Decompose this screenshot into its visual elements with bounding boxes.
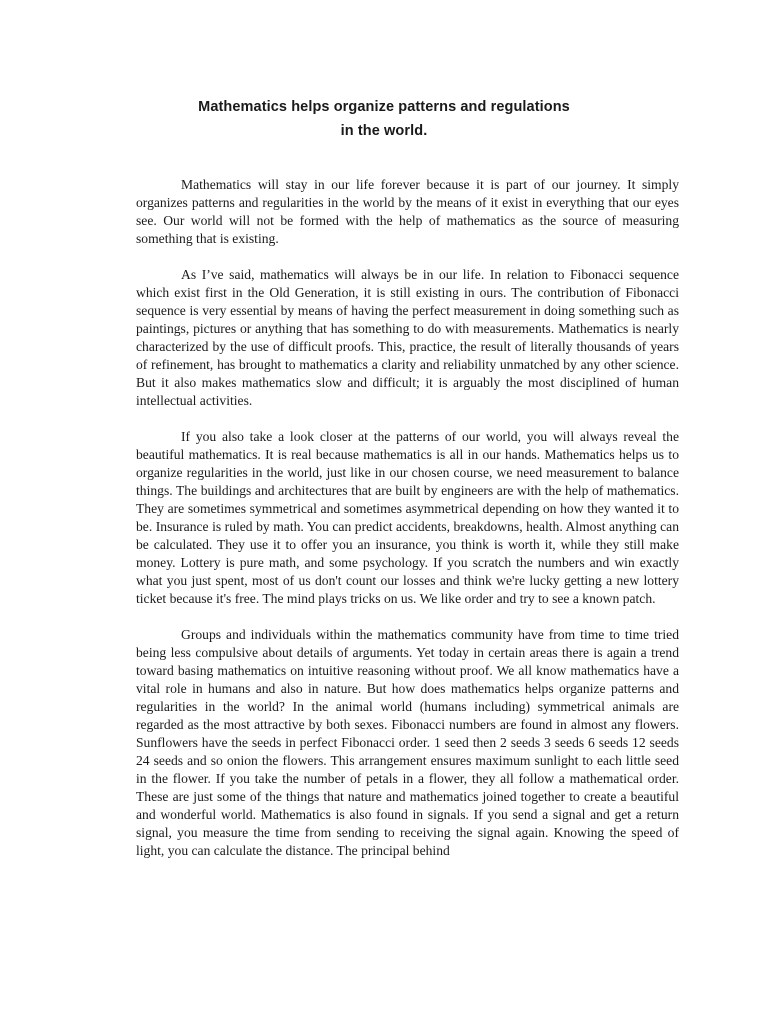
- paragraph-3: If you also take a look closer at the patterns of our world, you will always reveal the beautiful mathematics. It is real because mathematics is all in our hands. Mathematics helps us to organize regularities in the world, just like in our chosen course, we need measurement to balance things. The buildings and architectures that are built by engineers are with the help of mathematics. They are sometimes symmetrical and sometimes asymmetrical depending on how they wanted it to be. Insurance is ruled by math. You can predict accidents, breakdowns, health. Almost anything can be calculated. They use it to offer you an insurance, you think is worth it, while they still make money. Lottery is pure math, and some psychology. If you scratch the numbers and win exactly what you just spent, most of us don't count our losses and think we're lucky getting a new lottery ticket because it's free. The mind plays tricks on us. We like order and try to see a known patch.: [136, 429, 679, 606]
- paragraph-2: As I’ve said, mathematics will always be in our life. In relation to Fibonacci sequence which exist first in the Old Generation, it is still existing in ours. The contribution of Fibonacci sequence is very essential by means of having the perfect measurement in doing something such as paintings, pictures or anything that has something to do with measurements. Mathematics is nearly characterized by the use of difficult proofs. This, practice, the result of literally thousands of years of refinement, has brought to mathematics a clarity and reliability unmatched by any other science. But it also makes mathematics slow and difficult; it is arguably the most disciplined of human intellectual activities.: [136, 267, 679, 408]
- document-title: [0, 95, 768, 143]
- paragraph-1: Mathematics will stay in our life forever because it is part of our journey. It simply organizes patterns and regularities in the world by the means of it exist in everything that our eyes see. Our world will not be formed with the help of mathematics as the source of measuring something that is existing.: [136, 177, 679, 246]
- document-body: [136, 176, 679, 878]
- title-line-1: Mathematics helps organize patterns and regulations: [198, 99, 570, 115]
- paragraph-4: Groups and individuals within the mathematics community have from time to time tried being less compulsive about details of arguments. Yet today in certain areas there is again a trend toward basing mathematics on intuitive reasoning without proof. We all know mathematics have a vital role in humans and also in nature. But how does mathematics helps organize patterns and regularities in the world? In the animal world (humans including) symmetrical animals are regarded as the most attractive by both sexes. Fibonacci numbers are found in almost any flowers. Sunflowers have the seeds in perfect Fibonacci order. 1 seed then 2 seeds 3 seeds 6 seeds 12 seeds 24 seeds and so onion the flowers. This arrangement ensures maximum sunlight to each little seed in the flower. If you take the number of petals in a flower, they all follow a mathematical order. These are just some of the things that nature and mathematics joined together to create a beautiful and wonderful world. Mathematics is also found in signals. If you send a signal and get a return signal, you measure the time from sending to receiving the signal again. Knowing the speed of light, you can calculate the distance. The principal behind: [136, 627, 679, 858]
- title-line-2: in the world.: [340, 123, 428, 139]
